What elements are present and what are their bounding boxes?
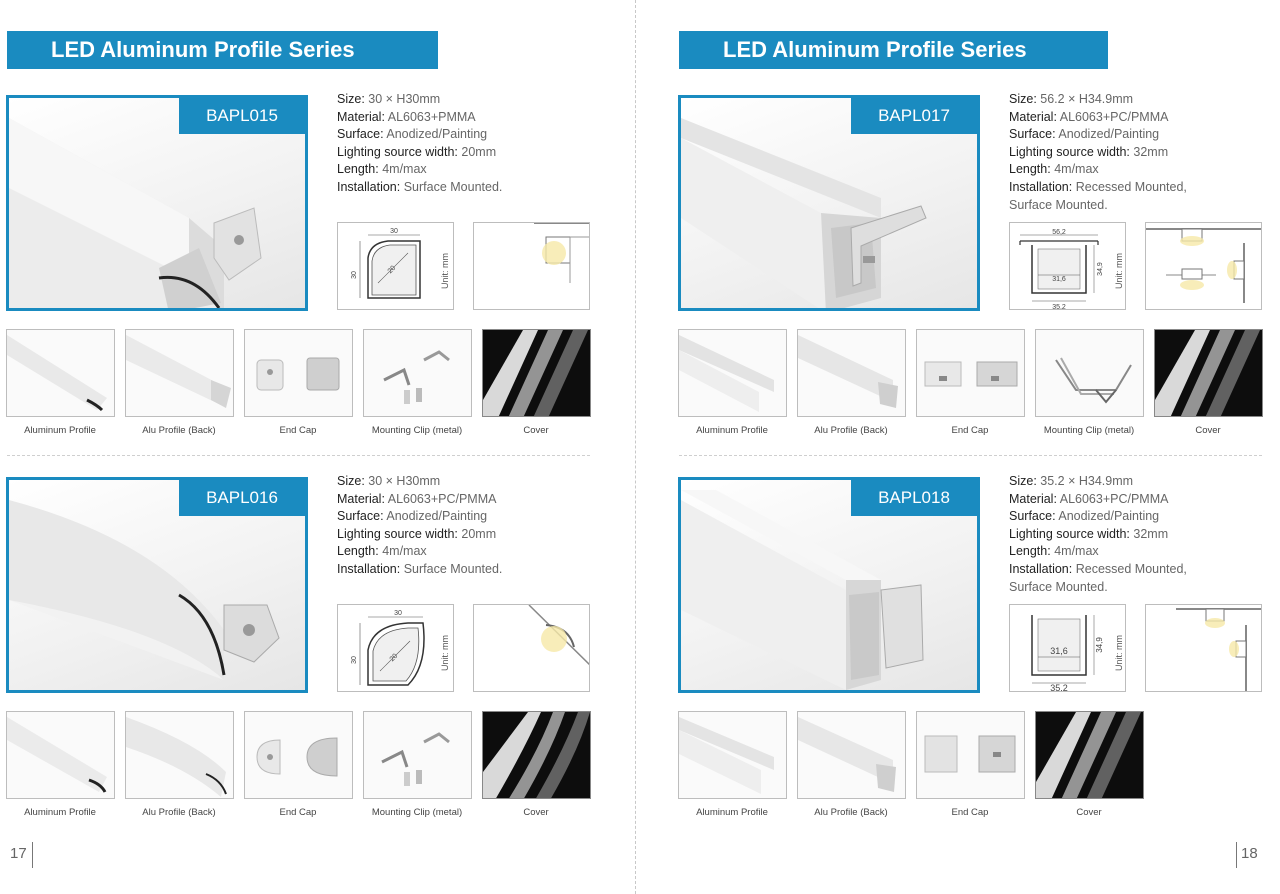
spec-size-label: Size: — [337, 474, 365, 488]
caption-mounting-clip: Mounting Clip (metal) — [1043, 425, 1135, 436]
caption-cover: Cover — [1195, 425, 1221, 436]
dim-height: 30 — [351, 656, 358, 664]
dim-led: 20 — [386, 264, 398, 276]
product-hero-bapl015 — [6, 95, 308, 311]
spec-size-label: Size: — [337, 92, 365, 106]
thumb-end-cap-bapl017 — [916, 329, 1025, 417]
caption-alu-back: Alu Profile (Back) — [142, 425, 216, 436]
product-hero-bapl017 — [678, 95, 980, 311]
spec-surface-label: Surface: — [1009, 127, 1056, 142]
caption-aluminum-profile: Aluminum Profile — [24, 425, 96, 436]
spec-material-value: AL6063+PC/PMMA — [387, 491, 497, 506]
spec-size-value: 30 × H30mm — [368, 92, 441, 106]
section-separator-right — [679, 455, 1262, 456]
spec-installation-label: Installation: — [337, 561, 401, 576]
header-bar-right: LED Aluminum Profile Series — [679, 31, 1108, 69]
install-illustration-bapl018 — [1145, 604, 1262, 692]
spec-installation-label: Installation: — [1009, 179, 1073, 194]
thumb-alu-back-bapl018 — [797, 711, 906, 799]
dim-body: 35,2 — [1050, 683, 1068, 693]
caption-mounting-clip: Mounting Clip (metal) — [371, 425, 463, 436]
caption-cover: Cover — [1076, 807, 1102, 818]
spec-installation-label: Installation: — [1009, 561, 1073, 576]
thumb-mounting-clip-bapl017 — [1035, 329, 1144, 417]
dim-width: 30 — [390, 228, 398, 235]
product-code-bapl016: BAPL016 — [179, 480, 305, 516]
caption-end-cap: End Cap — [951, 425, 989, 436]
install-illustration-bapl016 — [473, 604, 590, 692]
spec-lighting-label: Lighting source width: — [337, 526, 458, 541]
product-code-bapl018: BAPL018 — [851, 480, 977, 516]
spec-lighting-value: 32mm — [1133, 144, 1169, 159]
spec-installation-value-2: Surface Mounted. — [1009, 197, 1108, 212]
thumb-end-cap-bapl015 — [244, 329, 353, 417]
spec-installation-value: Surface Mounted. — [403, 179, 503, 194]
spec-installation-label: Installation: — [337, 179, 401, 194]
product-hero-bapl018 — [678, 477, 980, 693]
dimension-diagram-bapl015 — [337, 222, 454, 310]
dimension-diagram-bapl016 — [337, 604, 454, 692]
thumb-aluminum-profile-bapl015 — [6, 329, 115, 417]
caption-aluminum-profile: Aluminum Profile — [24, 807, 96, 818]
thumb-cover-bapl015 — [482, 329, 591, 417]
spec-installation-value: Surface Mounted. — [403, 561, 503, 576]
spec-size-value: 56.2 × H34.9mm — [1040, 92, 1134, 106]
spec-material-value: AL6063+PMMA — [387, 109, 476, 124]
page-number-right-bar — [1236, 842, 1237, 868]
spec-size-value: 30 × H30mm — [368, 474, 441, 488]
thumb-mounting-clip-bapl016 — [363, 711, 472, 799]
spec-list-bapl017 — [1009, 91, 1279, 214]
dim-height: 34,9 — [1097, 262, 1104, 276]
dimension-diagram-bapl017 — [1009, 222, 1126, 310]
spec-length-label: Length: — [337, 162, 379, 177]
thumb-mounting-clip-bapl015 — [363, 329, 472, 417]
section-separator-left — [7, 455, 590, 456]
thumb-alu-back-bapl017 — [797, 329, 906, 417]
dim-inner: 31,6 — [1050, 646, 1068, 656]
spec-size-label: Size: — [1009, 92, 1037, 106]
unit-label: Unit: mm — [440, 253, 450, 289]
spec-lighting-value: 20mm — [461, 144, 497, 159]
dim-height: 34,9 — [1095, 637, 1104, 653]
thumb-aluminum-profile-bapl016 — [6, 711, 115, 799]
dimension-diagram-bapl018 — [1009, 604, 1126, 692]
caption-alu-back: Alu Profile (Back) — [814, 807, 888, 818]
caption-cover: Cover — [523, 807, 549, 818]
spec-size-value: 35.2 × H34.9mm — [1040, 474, 1134, 488]
unit-label: Unit: mm — [440, 635, 450, 671]
header-bar-left: LED Aluminum Profile Series — [7, 31, 438, 69]
thumb-alu-back-bapl016 — [125, 711, 234, 799]
spec-material-label: Material: — [1009, 491, 1057, 506]
page-number-left: 17 — [10, 845, 27, 862]
product-code-bapl017: BAPL017 — [851, 98, 977, 134]
page-number-right: 18 — [1241, 845, 1258, 862]
thumb-end-cap-bapl016 — [244, 711, 353, 799]
spec-list-bapl018 — [1009, 473, 1279, 596]
spec-lighting-label: Lighting source width: — [1009, 144, 1130, 159]
unit-label: Unit: mm — [1114, 635, 1124, 671]
spec-list-bapl015 — [337, 91, 607, 197]
spec-surface-value: Anodized/Painting — [386, 127, 488, 142]
spec-length-value: 4m/max — [1054, 544, 1099, 559]
spec-length-value: 4m/max — [1054, 162, 1099, 177]
spec-surface-label: Surface: — [1009, 509, 1056, 524]
dim-body: 35,2 — [1052, 304, 1066, 311]
caption-end-cap: End Cap — [279, 425, 317, 436]
spec-length-value: 4m/max — [382, 544, 427, 559]
thumb-aluminum-profile-bapl018 — [678, 711, 787, 799]
spec-size-label: Size: — [1009, 474, 1037, 488]
spec-material-value: AL6063+PC/PMMA — [1059, 109, 1169, 124]
caption-alu-back: Alu Profile (Back) — [142, 807, 216, 818]
thumb-cover-bapl018 — [1035, 711, 1144, 799]
dim-led: 20 — [388, 652, 400, 664]
dim-height: 30 — [351, 271, 358, 279]
caption-aluminum-profile: Aluminum Profile — [696, 807, 768, 818]
spec-surface-value: Anodized/Painting — [386, 509, 488, 524]
caption-aluminum-profile: Aluminum Profile — [696, 425, 768, 436]
spec-lighting-value: 32mm — [1133, 526, 1169, 541]
spec-installation-value: Recessed Mounted, — [1075, 179, 1187, 194]
caption-alu-back: Alu Profile (Back) — [814, 425, 888, 436]
spec-installation-value: Recessed Mounted, — [1075, 561, 1187, 576]
spec-list-bapl016 — [337, 473, 607, 579]
spec-length-label: Length: — [1009, 162, 1051, 177]
caption-end-cap: End Cap — [279, 807, 317, 818]
spec-installation-value-2: Surface Mounted. — [1009, 579, 1108, 594]
page-number-left-bar — [32, 842, 33, 868]
dim-width: 30 — [394, 610, 402, 617]
spec-lighting-value: 20mm — [461, 526, 497, 541]
spec-surface-label: Surface: — [337, 509, 384, 524]
spec-lighting-label: Lighting source width: — [1009, 526, 1130, 541]
spec-material-value: AL6063+PC/PMMA — [1059, 491, 1169, 506]
spec-surface-value: Anodized/Painting — [1058, 127, 1160, 142]
page-fold-divider — [635, 0, 636, 894]
install-illustration-bapl015 — [473, 222, 590, 310]
caption-end-cap: End Cap — [951, 807, 989, 818]
spec-material-label: Material: — [337, 109, 385, 124]
spec-material-label: Material: — [1009, 109, 1057, 124]
spec-surface-label: Surface: — [337, 127, 384, 142]
thumb-alu-back-bapl015 — [125, 329, 234, 417]
product-code-bapl015: BAPL015 — [179, 98, 305, 134]
thumb-aluminum-profile-bapl017 — [678, 329, 787, 417]
spec-length-value: 4m/max — [382, 162, 427, 177]
spec-lighting-label: Lighting source width: — [337, 144, 458, 159]
dim-width: 56,2 — [1052, 229, 1066, 236]
product-hero-bapl016 — [6, 477, 308, 693]
caption-mounting-clip: Mounting Clip (metal) — [371, 807, 463, 818]
spec-length-label: Length: — [337, 544, 379, 559]
unit-label: Unit: mm — [1114, 253, 1124, 289]
thumb-cover-bapl017 — [1154, 329, 1263, 417]
thumb-end-cap-bapl018 — [916, 711, 1025, 799]
dim-inner: 31,6 — [1052, 276, 1066, 283]
caption-cover: Cover — [523, 425, 549, 436]
spec-surface-value: Anodized/Painting — [1058, 509, 1160, 524]
spec-length-label: Length: — [1009, 544, 1051, 559]
thumb-cover-bapl016 — [482, 711, 591, 799]
spec-material-label: Material: — [337, 491, 385, 506]
install-illustration-bapl017 — [1145, 222, 1262, 310]
